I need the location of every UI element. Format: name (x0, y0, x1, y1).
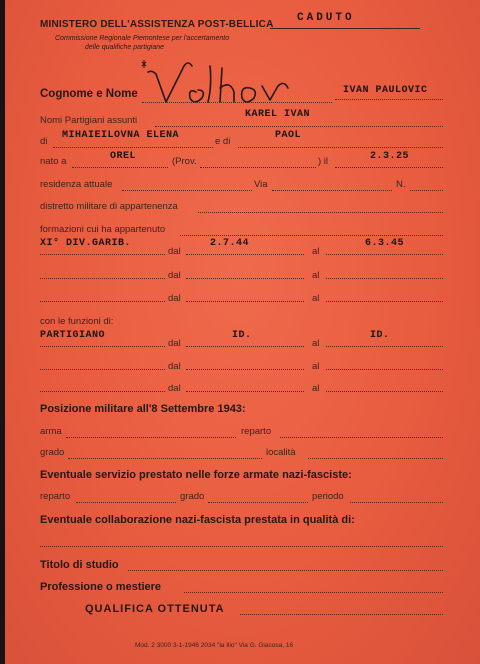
status-underline (270, 28, 420, 29)
formation-1-line (40, 254, 165, 255)
commission-subtitle (55, 34, 229, 52)
service-grado-line (208, 502, 308, 503)
function-1-to-line (326, 346, 443, 347)
formation-3-from-line (186, 301, 304, 302)
print-footer: Mod. 2 3000 3-1-1946 2034 "la Ilio" Via G. Giacosa, 16 (135, 642, 294, 649)
partisan-names-label: Nomi Partigiani assunti (40, 115, 138, 126)
reparto-line (280, 437, 443, 438)
formation-2-from-label: dal (168, 270, 181, 281)
status-stamp: CADUTO (297, 12, 355, 24)
formation-2-from-line (186, 278, 304, 279)
function-2-to-label: al (312, 361, 320, 372)
function-3-to-line (326, 391, 443, 392)
formation-3-line (40, 301, 165, 302)
function-1-line (40, 346, 165, 347)
function-1-to-value: ID. (370, 330, 390, 341)
formation-3-from-label: dal (168, 293, 181, 304)
surname-line (142, 102, 332, 103)
function-1-from-line (186, 346, 304, 347)
formation-1-value: XI° DIV.GARIB. (40, 238, 132, 249)
residence-label: residenza attuale (40, 179, 113, 190)
grado-label: grado (40, 447, 65, 458)
street-number-label: N. (396, 179, 406, 190)
birthplace-label: nato a (40, 156, 67, 167)
formations-label: formazioni cui ha appartenuto (40, 224, 166, 235)
function-1-from-value: ID. (232, 330, 252, 341)
mother-line (53, 147, 213, 148)
military-position-label: Posizione militare all'8 Settembre 1943: (40, 403, 246, 415)
qualification-label: QUALIFICA OTTENUTA (85, 603, 225, 615)
commission-line-2: delle qualifiche partigiane (85, 44, 164, 51)
function-3-to-label: al (312, 383, 320, 394)
father-label: e di (215, 136, 231, 147)
collaboration-label: Eventuale collaborazione nazi-fascista prestata in qualità di: (40, 514, 355, 526)
arma-line (66, 437, 236, 438)
formation-2-line (40, 278, 165, 279)
commission-line-1: Commissione Regionale Piemontese per l'accertamento (55, 35, 230, 42)
function-3-from-label: dal (168, 383, 181, 394)
function-2-to-line (326, 369, 443, 370)
military-district-label: distretto militare di appartenenza (40, 201, 178, 212)
partisan-names-value: KAREL IVAN (245, 109, 311, 120)
study-title-line (128, 570, 443, 571)
function-1-value: PARTIGIANO (40, 330, 106, 341)
nazi-service-label: Eventuale servizio prestato nelle forze armate nazi-fasciste: (40, 469, 352, 481)
reparto-label: reparto (241, 426, 272, 437)
service-grado-label: grado (180, 491, 205, 502)
formations-label-line (180, 235, 443, 236)
scan-edge (0, 0, 5, 664)
localita-label: località (266, 447, 296, 458)
formation-1-to-line (326, 254, 443, 255)
function-3-line (40, 391, 165, 392)
father-value: PAOL (275, 130, 302, 141)
service-reparto-label: reparto (40, 491, 71, 502)
function-2-from-label: dal (168, 361, 181, 372)
study-title-label: Titolo di studio (40, 559, 119, 571)
formation-1-to-value: 6.3.45 (365, 238, 405, 249)
collaboration-line (40, 546, 443, 547)
formation-1-to-label: al (312, 246, 320, 257)
function-2-line (40, 369, 165, 370)
service-reparto-line (76, 502, 176, 503)
service-periodo-label: periodo (312, 491, 344, 502)
formation-3-to-line (326, 301, 443, 302)
formation-1-from-label: dal (168, 246, 181, 257)
province-line (200, 167, 316, 168)
birthplace-value: OREL (110, 151, 137, 162)
profession-label: Professione o mestiere (40, 581, 162, 593)
function-1-from-label: dal (168, 338, 181, 349)
qualification-line (240, 614, 443, 615)
mother-label: di (40, 136, 48, 147)
localita-line (308, 458, 443, 459)
formation-3-to-label: al (312, 293, 320, 304)
surname-name-label: Cognome e Nome (40, 88, 138, 100)
birth-date-label: ) il (318, 156, 329, 167)
mother-value: MIHAIEILOVNA ELENA (62, 130, 180, 141)
first-name-line (335, 99, 443, 100)
first-name-value: IVAN PAULOVIC (343, 85, 428, 96)
street-number-line (410, 190, 443, 191)
function-2-from-line (186, 369, 304, 370)
birthplace-line (72, 167, 168, 168)
grado-line (68, 458, 262, 459)
ministry-title: MINISTERO DELL'ASSISTENZA POST-BELLICA (40, 19, 274, 30)
province-label: (Prov. (172, 156, 197, 167)
birth-date-line (335, 167, 443, 168)
formation-2-to-label: al (312, 270, 320, 281)
birth-date-value: 2.3.25 (370, 151, 410, 162)
formation-2-to-line (326, 278, 443, 279)
formation-1-from-value: 2.7.44 (210, 238, 250, 249)
formation-1-from-line (186, 254, 304, 255)
functions-label: con le funzioni di: (40, 316, 114, 327)
street-line (272, 190, 392, 191)
function-3-from-line (186, 391, 304, 392)
function-1-to-label: al (312, 338, 320, 349)
service-periodo-line (350, 502, 443, 503)
military-district-line (198, 212, 443, 213)
street-label: Via (254, 179, 268, 190)
arma-label: arma (40, 426, 62, 437)
father-line (238, 147, 443, 148)
partisan-names-line (155, 126, 443, 127)
residence-line (122, 190, 252, 191)
profession-line (184, 592, 443, 593)
